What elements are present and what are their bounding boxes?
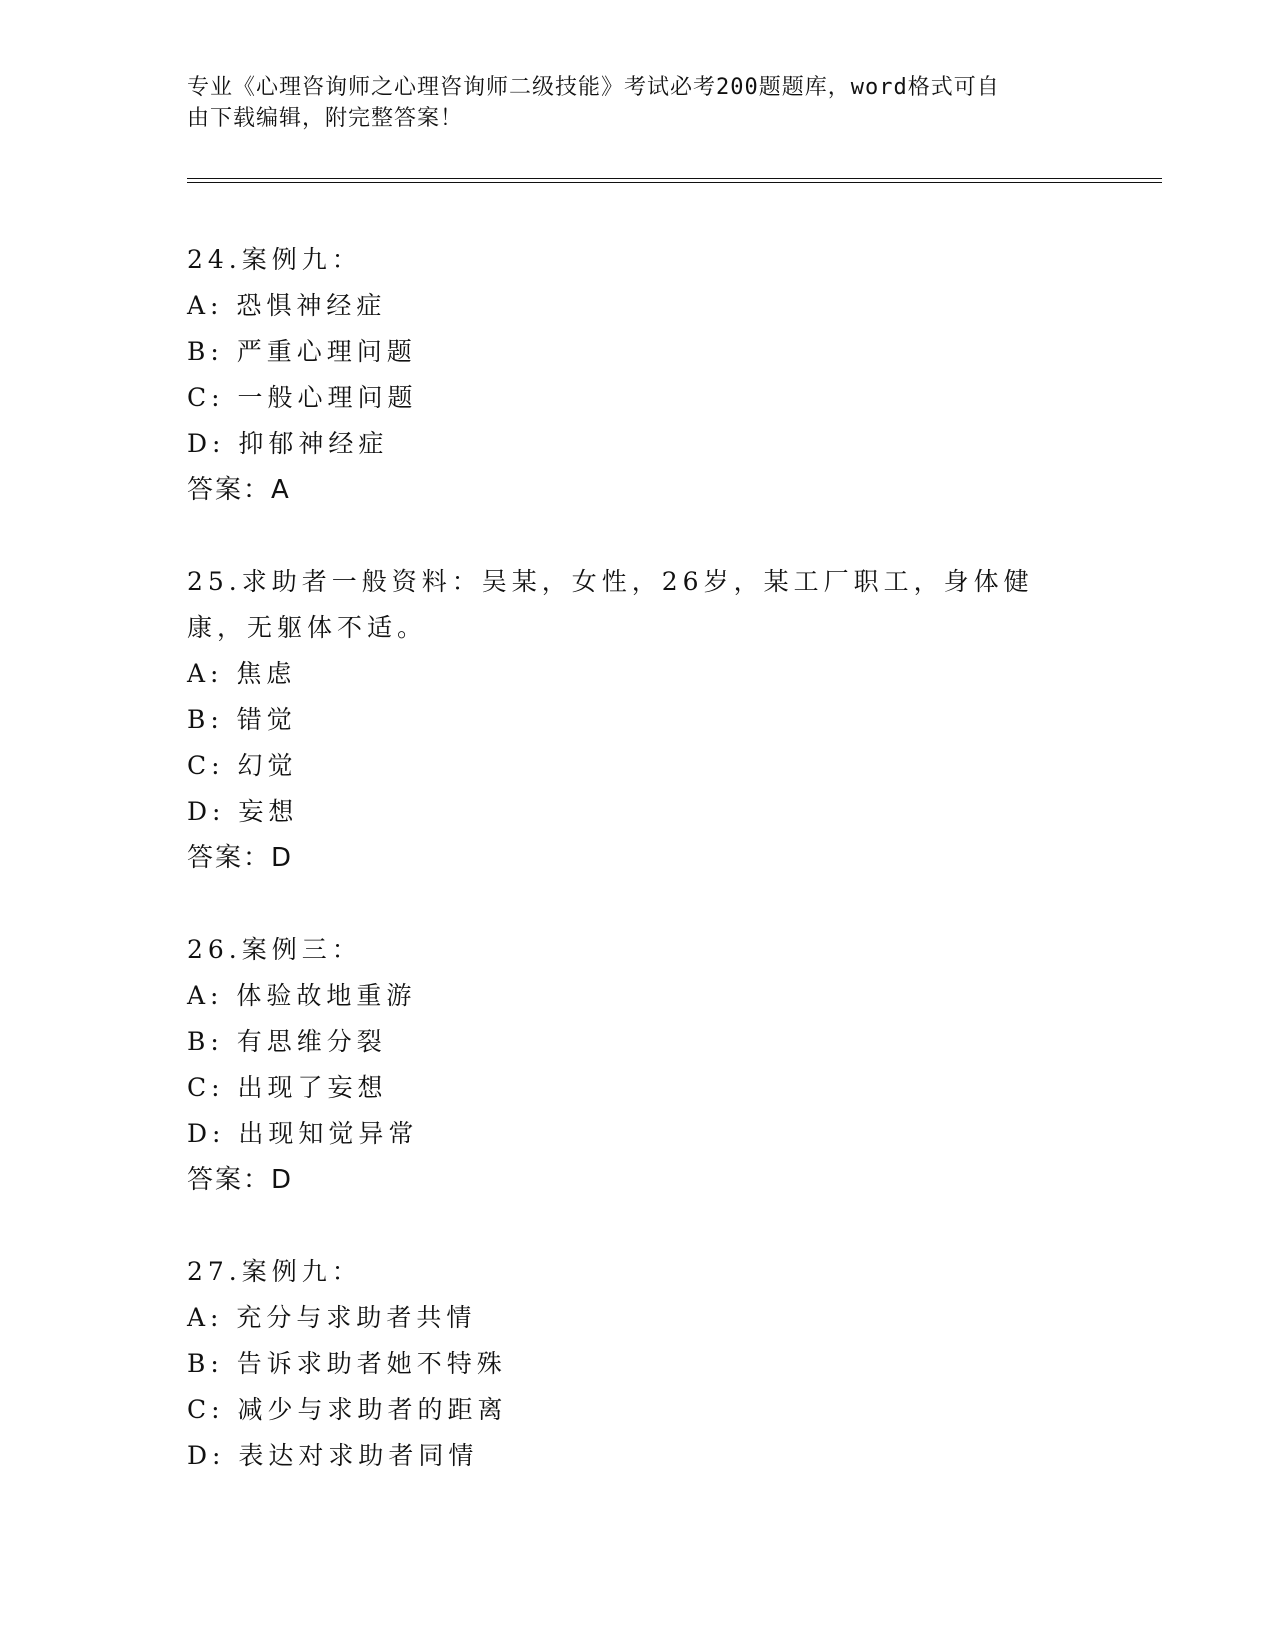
question-26 — [187, 927, 1087, 1203]
option-b: B: 有思维分裂 — [187, 1027, 387, 1056]
option-a: A: 体验故地重游 — [187, 981, 417, 1010]
question-stem: 24.案例九： — [187, 245, 362, 274]
answer-label: 答案：D — [187, 1165, 294, 1195]
header-divider — [187, 178, 1162, 183]
question-stem: 27.案例九： — [187, 1257, 362, 1286]
document-header — [187, 72, 1077, 134]
answer-label: 答案：D — [187, 843, 294, 873]
option-d: D: 抑郁神经症 — [187, 429, 389, 458]
question-25 — [187, 559, 1087, 881]
option-d: D: 表达对求助者同情 — [187, 1441, 479, 1470]
question-27 — [187, 1249, 1087, 1479]
question-list — [187, 237, 1087, 1525]
option-b: B: 严重心理问题 — [187, 337, 417, 366]
option-a: A: 恐惧神经症 — [187, 291, 387, 320]
option-d: D: 出现知觉异常 — [187, 1119, 419, 1148]
header-line-2: 由下载编辑，附完整答案！ — [187, 106, 464, 131]
option-a: A: 焦虑 — [187, 659, 297, 688]
question-24 — [187, 237, 1087, 513]
question-stem: 25.求助者一般资料：吴某，女性，26岁，某工厂职工，身体健康，无躯体不适。 — [187, 567, 1034, 642]
question-stem: 26.案例三： — [187, 935, 362, 964]
option-b: B: 错觉 — [187, 705, 297, 734]
option-c: C: 出现了妄想 — [187, 1073, 388, 1102]
option-a: A: 充分与求助者共情 — [187, 1303, 477, 1332]
header-line-1: 专业《心理咨询师之心理咨询师二级技能》考试必考200题题库，word格式可自 — [187, 75, 1000, 100]
option-c: C: 幻觉 — [187, 751, 298, 780]
option-b: B: 告诉求助者她不特殊 — [187, 1349, 507, 1378]
option-c: C: 减少与求助者的距离 — [187, 1395, 508, 1424]
answer-label: 答案：A — [187, 475, 291, 505]
option-c: C: 一般心理问题 — [187, 383, 418, 412]
option-d: D: 妄想 — [187, 797, 299, 826]
